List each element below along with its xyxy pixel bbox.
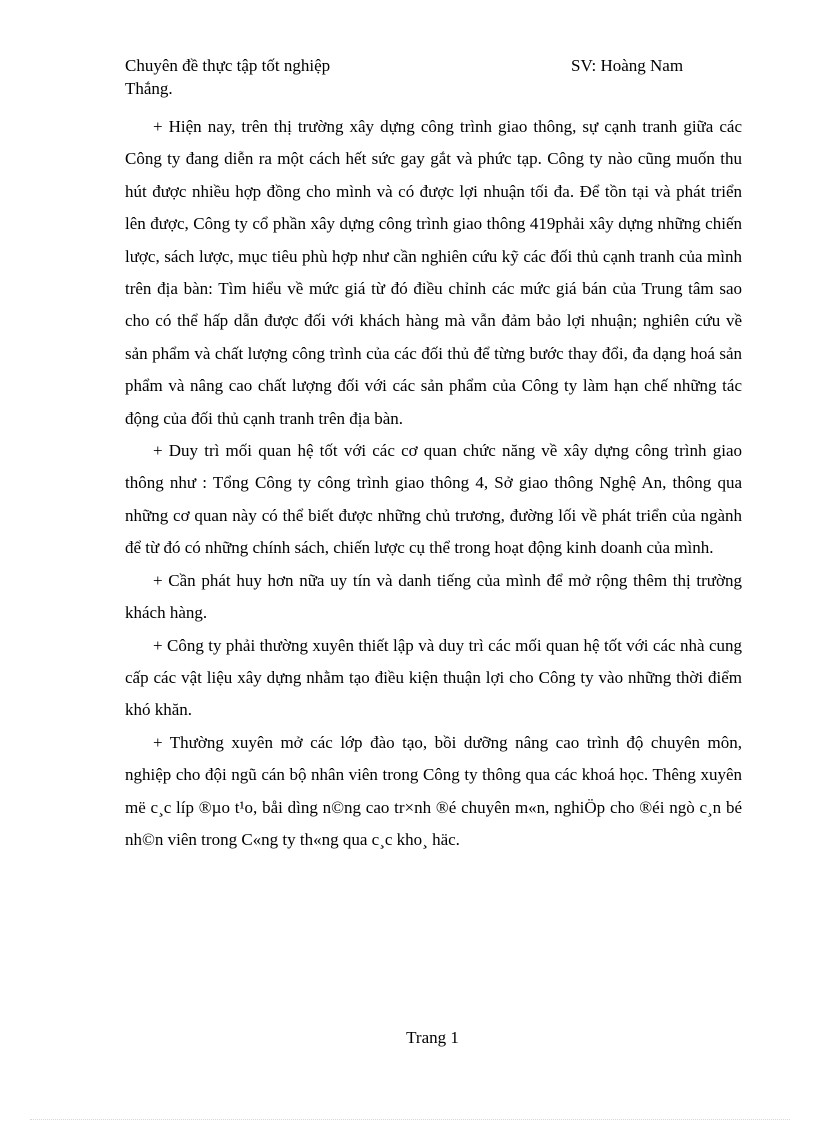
page-footer [0,1026,816,1049]
page-number: Trang 1 [406,1028,459,1047]
page-bottom-divider [30,1119,790,1120]
body-text [125,111,742,856]
header-author: SV: Hoàng Nam [571,56,684,75]
header-author-continuation: Thắng. [125,79,173,98]
paragraph-reputation: + Cần phát huy hơn nữa uy tín và danh tiếng của mình để mở rộng thêm thị trường khách hàng. [125,570,742,623]
paragraph-training: + Thường xuyên mở các lớp đào tạo, bồi dưỡng nâng cao trình độ chuyên môn, nghiệp cho đội ngũ cán bộ nhân viên trong Công ty thông qua các khoá học. Thêng xuyên më c¸c líp ®µo t¹o, båi dìng n©ng cao tr×nh ®é chuyên m«n, nghiÖp cho ®éi ngò c¸n bé nh©n viên trong C«ng ty th«ng qua c¸c kho¸ häc. [125,732,742,849]
header-title: Chuyên đề thực tập tốt nghiệp [125,56,331,75]
paragraph-relations-authorities: + Duy trì mối quan hệ tốt với các cơ quan chức năng về xây dựng công trình giao thông như : Tổng Công ty công trình giao thông 4, Sở giao thông Nghệ An, thông qua những cơ quan này có thể biết được những chủ trương, đường lối về phát triển của ngành để từ đó có những chính sách, chiến lược cụ thể trong hoạt động kinh doanh của mình. [125,441,742,558]
paragraph-competition: + Hiện nay, trên thị trường xây dựng công trình giao thông, sự cạnh tranh giữa các Công ty đang diễn ra một cách hết sức gay gắt và phức tạp. Công ty nào cũng muốn thu hút được nhiều hợp đồng cho mình và có được lợi nhuận tối đa. Để tồn tại và phát triển lên được, Công ty cổ phần xây dựng công trình giao thông 419phải xây dựng những chiến lược, sách lược, mục tiêu phù hợp như cần nghiên cứu kỹ các đối thủ cạnh tranh của mình trên địa bàn: Tìm hiểu về mức giá từ đó điều chỉnh các mức giá bán của Trung tâm sao cho có thể hấp dẫn được đối với khách hàng mà vẫn đảm bảo lợi nhuận; nghiên cứu về sản phẩm và chất lượng công trình của các đối thủ để từng bước thay đổi, đa dạng hoá sản phẩm và nâng cao chất lượng đối với các sản phẩm của Công ty làm hạn chế những tác động của đối thủ cạnh tranh trên địa bàn. [125,117,742,428]
paragraph-suppliers: + Công ty phải thường xuyên thiết lập và duy trì các mối quan hệ tốt với các nhà cung cấp các vật liệu xây dựng nhằm tạo điều kiện thuận lợi cho Công ty vào những thời điểm khó khăn. [125,635,742,720]
